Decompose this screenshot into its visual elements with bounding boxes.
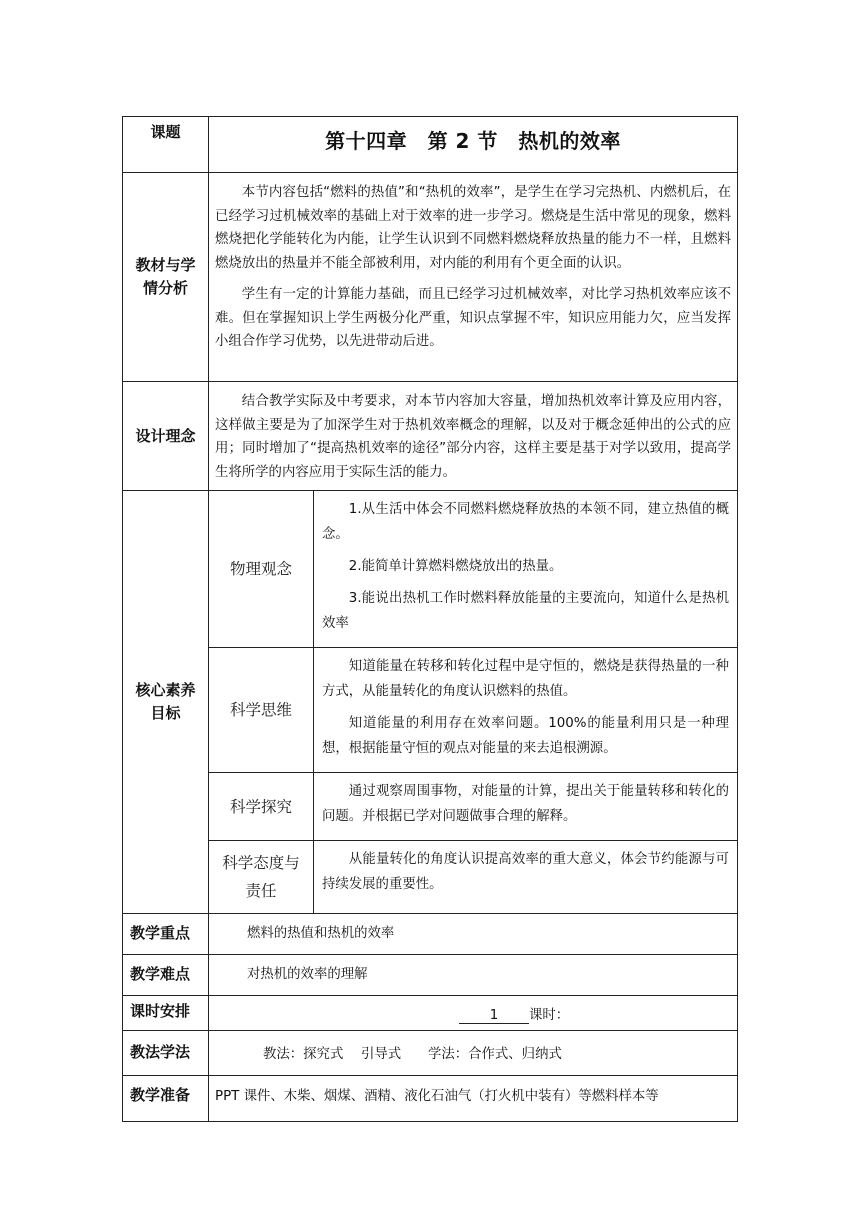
goal-item: 2.能简单计算燃料燃烧放出的热量。 — [348, 559, 563, 574]
core-sub-label: 科学探究 — [209, 773, 314, 841]
design-row — [123, 382, 738, 491]
methods-label: 教法学法 — [123, 1031, 209, 1076]
title-row — [123, 117, 738, 173]
preparation-text: PPT 课件、木柴、烟煤、酒精、液化石油气（打火机中装有）等燃料样本等 — [209, 1076, 738, 1122]
schedule-cell — [209, 996, 738, 1031]
core-goal-cell — [314, 648, 738, 773]
methods-row — [123, 1031, 738, 1076]
analysis-row — [123, 173, 738, 382]
preparation-label: 教学准备 — [123, 1076, 209, 1122]
core-sub-label: 科学态度与责任 — [209, 841, 314, 914]
analysis-label: 教材与学情分析 — [123, 173, 209, 382]
lesson-title: 第十四章 第 2 节 热机的效率 — [209, 117, 738, 173]
goal-item: 知道能量在转移和转化过程中是守恒的，燃烧是获得热量的一种方式，从能量转化的角度认识燃料的热值。 — [322, 659, 729, 699]
focus-row — [123, 914, 738, 955]
core-row-attitude — [123, 841, 738, 914]
schedule-count: 1 — [459, 1008, 529, 1024]
preparation-row — [123, 1076, 738, 1122]
analysis-content — [209, 173, 738, 382]
core-goal-cell — [314, 841, 738, 914]
core-row-physics — [123, 491, 738, 648]
goal-item: 1.从生活中体会不同燃料燃烧释放热的本领不同，建立热值的概念。 — [322, 502, 729, 542]
goal-item: 通过观察周围事物，对能量的计算，提出关于能量转移和转化的问题。并根据已学对问题做事合理的解释。 — [322, 784, 729, 824]
core-goal-cell — [314, 491, 738, 648]
schedule-row — [123, 996, 738, 1031]
goal-item: 3.能说出热机工作时燃料释放能量的主要流向，知道什么是热机效率 — [322, 591, 729, 631]
focus-label: 教学重点 — [123, 914, 209, 955]
topic-label: 课题 — [123, 117, 209, 173]
core-label: 核心素养目标 — [123, 491, 209, 914]
core-row-inquiry — [123, 773, 738, 841]
difficulty-text: 对热机的效率的理解 — [209, 955, 738, 996]
design-content — [209, 382, 738, 491]
difficulty-label: 教学难点 — [123, 955, 209, 996]
methods-text: 教法：探究式 引导式 学法：合作式、归纳式 — [209, 1031, 738, 1076]
analysis-paragraph: 学生有一定的计算能力基础，而且已经学习过机械效率，对比学习热机效率应该不难。但在掌握知识上学生两极分化严重，知识点掌握不牢，知识应用能力欠，应当发挥小组合作学习优势，以先进带动后进。 — [215, 287, 731, 349]
difficulty-row — [123, 955, 738, 996]
design-text: 结合教学实际及中考要求，对本节内容加大容量，增加热机效率计算及应用内容，这样做主要是为了加深学生对于热机效率概念的理解，以及对于概念延伸出的公式的应用；同时增加了“提高热机效率的途径”部分内容，这样主要是基于对学以致用，提高学生将所学的内容应用于实际生活的能力。 — [215, 394, 731, 480]
core-goal-cell — [314, 773, 738, 841]
lesson-plan-table — [122, 116, 738, 1122]
schedule-unit: 课时： — [529, 1008, 570, 1023]
schedule-label: 课时安排 — [123, 996, 209, 1031]
analysis-paragraph: 本节内容包括“燃料的热值”和“热机的效率”，是学生在学习完热机、内燃机后，在已经学习过机械效率的基础上对于效率的进一步学习。燃烧是生活中常见的现象，燃料燃烧把化学能转化为内能，让学生认识到不同燃料燃烧释放热量的能力不一样，且燃料燃烧放出的热量并不能全部被利用，对内能的利用有个更全面的认识。 — [215, 185, 731, 271]
core-row-thinking — [123, 648, 738, 773]
goal-item: 知道能量的利用存在效率问题。100%的能量利用只是一种理想，根据能量守恒的观点对能量的来去追根溯源。 — [322, 716, 729, 756]
design-label: 设计理念 — [123, 382, 209, 491]
core-sub-label: 物理观念 — [209, 491, 314, 648]
core-sub-label: 科学思维 — [209, 648, 314, 773]
goal-item: 从能量转化的角度认识提高效率的重大意义，体会节约能源与可持续发展的重要性。 — [322, 852, 729, 892]
focus-text: 燃料的热值和热机的效率 — [209, 914, 738, 955]
